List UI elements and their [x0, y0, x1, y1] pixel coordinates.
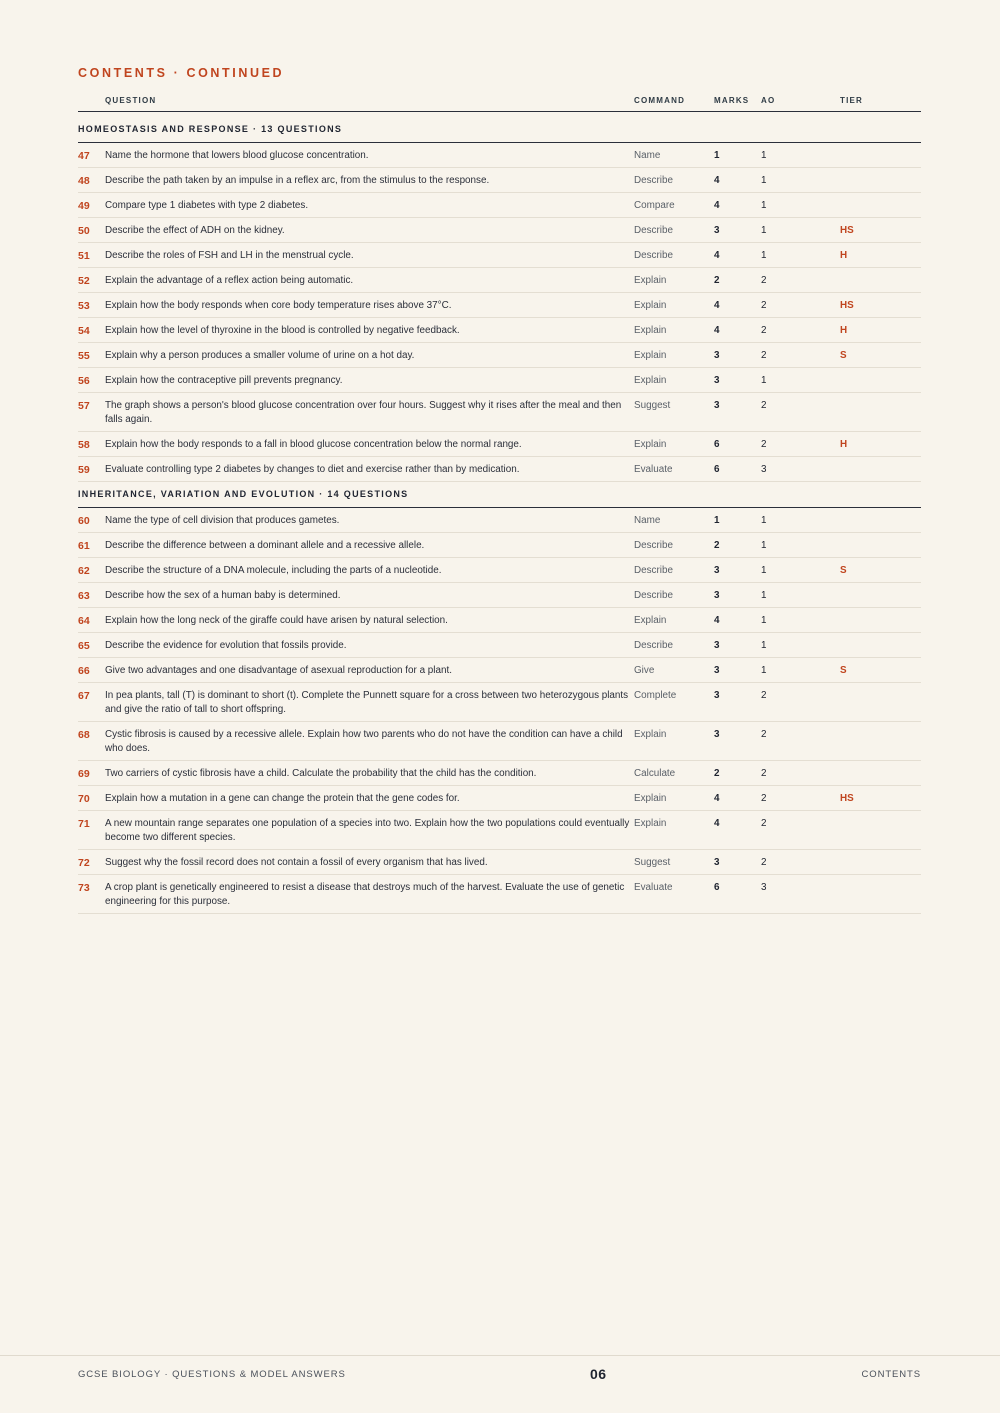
command-word: Suggest [634, 857, 671, 868]
question-number: 52 [78, 275, 90, 287]
marks-value: 2 [714, 275, 720, 286]
section-heading-label: HOMEOSTASIS AND RESPONSE · 13 QUESTIONS [78, 124, 343, 134]
command-word: Explain [634, 275, 667, 286]
question-number: 60 [78, 515, 90, 527]
question-text: Describe the roles of FSH and LH in the menstrual cycle. [105, 250, 354, 261]
marks-value: 3 [714, 400, 720, 411]
question-row[interactable] [78, 143, 921, 168]
question-number: 48 [78, 175, 90, 187]
question-number: 59 [78, 464, 90, 476]
command-word: Evaluate [634, 464, 673, 475]
column-header-ao: AO [761, 96, 776, 105]
question-row[interactable] [78, 193, 921, 218]
question-number: 50 [78, 225, 90, 237]
ao-value: 1 [761, 565, 767, 576]
tier-badge: HS [840, 300, 854, 311]
question-number: 54 [78, 325, 90, 337]
question-row[interactable] [78, 168, 921, 193]
question-number: 67 [78, 690, 90, 702]
question-number: 53 [78, 300, 90, 312]
footer-section-link[interactable]: CONTENTS [861, 1369, 921, 1380]
command-word: Describe [634, 590, 673, 601]
tier-badge: S [840, 565, 847, 576]
tier-badge: H [840, 250, 848, 261]
question-number: 64 [78, 615, 90, 627]
command-word: Explain [634, 729, 667, 740]
question-text: Give two advantages and one disadvantage of asexual reproduction for a plant. [105, 665, 452, 676]
column-header-marks: MARKS [714, 96, 750, 105]
tier-badge: S [840, 350, 847, 361]
question-number: 47 [78, 150, 90, 162]
command-word: Complete [634, 690, 677, 701]
question-row[interactable] [78, 761, 921, 786]
question-row[interactable] [78, 508, 921, 533]
ao-value: 2 [761, 768, 767, 779]
command-word: Suggest [634, 400, 671, 411]
column-header-row [78, 91, 921, 112]
command-word: Describe [634, 225, 673, 236]
question-row[interactable] [78, 633, 921, 658]
question-text: Describe the path taken by an impulse in a reflex arc, from the stimulus to the response. [105, 175, 490, 186]
command-word: Evaluate [634, 882, 673, 893]
command-word: Calculate [634, 768, 676, 779]
marks-value: 3 [714, 225, 720, 236]
question-text: Evaluate controlling type 2 diabetes by changes to diet and exercise rather than by medication. [105, 464, 520, 475]
marks-value: 3 [714, 857, 720, 868]
command-word: Name [634, 150, 661, 161]
question-number: 57 [78, 400, 90, 412]
ao-value: 2 [761, 793, 767, 804]
ao-value: 1 [761, 375, 767, 386]
command-word: Describe [634, 175, 673, 186]
question-text: Describe the evidence for evolution that fossils provide. [105, 640, 347, 651]
ao-value: 2 [761, 400, 767, 411]
question-row[interactable] [78, 658, 921, 683]
command-word: Give [634, 665, 655, 676]
marks-value: 4 [714, 325, 720, 336]
marks-value: 4 [714, 793, 720, 804]
question-text: Name the type of cell division that produces gametes. [105, 515, 340, 526]
marks-value: 6 [714, 464, 720, 475]
footer-book-title: GCSE BIOLOGY · QUESTIONS & MODEL ANSWERS [78, 1369, 346, 1380]
question-row[interactable] [78, 811, 921, 850]
question-row[interactable] [78, 218, 921, 243]
ao-value: 3 [761, 882, 767, 893]
question-text: Two carriers of cystic fibrosis have a child. Calculate the probability that the child has the condition. [105, 768, 537, 779]
question-list-inheritance [78, 508, 921, 914]
tier-badge: HS [840, 225, 854, 236]
section-heading-inheritance [78, 489, 921, 508]
question-row[interactable] [78, 368, 921, 393]
marks-value: 4 [714, 615, 720, 626]
command-word: Explain [634, 350, 667, 361]
ao-value: 2 [761, 275, 767, 286]
question-number: 68 [78, 729, 90, 741]
question-text: Explain how the contraceptive pill prevents pregnancy. [105, 375, 343, 386]
question-text: Name the hormone that lowers blood glucose concentration. [105, 150, 369, 161]
ao-value: 1 [761, 150, 767, 161]
question-row[interactable] [78, 533, 921, 558]
marks-value: 4 [714, 250, 720, 261]
ao-value: 1 [761, 640, 767, 651]
question-number: 55 [78, 350, 90, 362]
question-number: 72 [78, 857, 90, 869]
column-header-command: COMMAND [634, 96, 686, 105]
question-number: 71 [78, 818, 90, 830]
question-number: 62 [78, 565, 90, 577]
question-row[interactable] [78, 268, 921, 293]
ao-value: 2 [761, 325, 767, 336]
marks-value: 4 [714, 818, 720, 829]
question-text: Explain how a mutation in a gene can change the protein that the gene codes for. [105, 793, 460, 804]
question-text: Explain the advantage of a reflex action being automatic. [105, 275, 354, 286]
question-row[interactable] [78, 243, 921, 268]
question-text: Describe how the sex of a human baby is determined. [105, 590, 341, 601]
question-text: Describe the difference between a dominant allele and a recessive allele. [105, 540, 425, 551]
question-row[interactable] [78, 683, 921, 722]
question-row[interactable] [78, 343, 921, 368]
command-word: Explain [634, 375, 667, 386]
marks-value: 6 [714, 439, 720, 450]
marks-value: 4 [714, 200, 720, 211]
marks-value: 4 [714, 300, 720, 311]
ao-value: 1 [761, 200, 767, 211]
command-word: Describe [634, 640, 673, 651]
marks-value: 3 [714, 375, 720, 386]
command-word: Compare [634, 200, 675, 211]
marks-value: 3 [714, 640, 720, 651]
question-text: Explain why a person produces a smaller volume of urine on a hot day. [105, 350, 415, 361]
question-text: Explain how the level of thyroxine in the blood is controlled by negative feedback. [105, 325, 460, 336]
ao-value: 2 [761, 300, 767, 311]
command-word: Describe [634, 540, 673, 551]
question-text: Describe the effect of ADH on the kidney. [105, 225, 285, 236]
question-text: Explain how the long neck of the giraffe could have arisen by natural selection. [105, 615, 448, 626]
ao-value: 1 [761, 615, 767, 626]
question-text: A new mountain range separates one population of a species into two. Explain how the two populations could eventually become two different species. [105, 818, 630, 843]
question-row[interactable] [78, 293, 921, 318]
ao-value: 1 [761, 590, 767, 601]
footer-divider [0, 1355, 1000, 1356]
command-word: Name [634, 515, 661, 526]
tier-badge: H [840, 439, 848, 450]
marks-value: 2 [714, 540, 720, 551]
question-text: Explain how the body responds to a fall in blood glucose concentration below the normal range. [105, 439, 522, 450]
question-text: Suggest why the fossil record does not contain a fossil of every organism that has lived. [105, 857, 488, 868]
question-number: 65 [78, 640, 90, 652]
ao-value: 2 [761, 439, 767, 450]
ao-value: 1 [761, 540, 767, 551]
question-number: 63 [78, 590, 90, 602]
marks-value: 3 [714, 665, 720, 676]
question-row[interactable] [78, 875, 921, 914]
question-number: 70 [78, 793, 90, 805]
question-row[interactable] [78, 583, 921, 608]
marks-value: 2 [714, 768, 720, 779]
column-header-tier: TIER [840, 96, 864, 105]
section-heading-homeostasis [78, 124, 921, 143]
ao-value: 1 [761, 225, 767, 236]
question-text: A crop plant is genetically engineered to resist a disease that destroys much of the harvest. Evaluate the use of genetic engineering for this purpose. [105, 882, 625, 907]
section-heading-label: INHERITANCE, VARIATION AND EVOLUTION · 14 QUESTIONS [78, 489, 409, 499]
question-text: Cystic fibrosis is caused by a recessive allele. Explain how two parents who do not have the condition can have a child who does. [105, 729, 623, 754]
marks-value: 3 [714, 565, 720, 576]
question-text: The graph shows a person's blood glucose concentration over four hours. Suggest why it rises after the meal and then falls again. [105, 400, 622, 425]
ao-value: 1 [761, 665, 767, 676]
question-number: 49 [78, 200, 90, 212]
tier-badge: H [840, 325, 848, 336]
question-row[interactable] [78, 558, 921, 583]
question-row[interactable] [78, 318, 921, 343]
question-row[interactable] [78, 850, 921, 875]
ao-value: 2 [761, 350, 767, 361]
question-number: 66 [78, 665, 90, 677]
question-number: 51 [78, 250, 90, 262]
ao-value: 2 [761, 690, 767, 701]
question-number: 58 [78, 439, 90, 451]
question-row[interactable] [78, 393, 921, 432]
ao-value: 2 [761, 857, 767, 868]
command-word: Explain [634, 439, 667, 450]
question-text: In pea plants, tall (T) is dominant to short (t). Complete the Punnett square for a cross between two heterozygous plants and give the ratio of tall to short offspring. [105, 690, 629, 715]
command-word: Explain [634, 615, 667, 626]
question-number: 61 [78, 540, 90, 552]
tier-badge: S [840, 665, 847, 676]
marks-value: 4 [714, 175, 720, 186]
marks-value: 1 [714, 515, 720, 526]
column-header-question: QUESTION [105, 96, 157, 105]
command-word: Describe [634, 250, 673, 261]
question-number: 56 [78, 375, 90, 387]
marks-value: 3 [714, 590, 720, 601]
marks-value: 3 [714, 690, 720, 701]
question-row[interactable] [78, 608, 921, 633]
question-list-homeostasis [78, 143, 921, 482]
marks-value: 3 [714, 729, 720, 740]
question-row[interactable] [78, 722, 921, 761]
ao-value: 2 [761, 818, 767, 829]
question-number: 69 [78, 768, 90, 780]
page-title: CONTENTS · CONTINUED [78, 66, 285, 80]
marks-value: 6 [714, 882, 720, 893]
question-text: Describe the structure of a DNA molecule, including the parts of a nucleotide. [105, 565, 442, 576]
ao-value: 1 [761, 250, 767, 261]
command-word: Explain [634, 818, 667, 829]
command-word: Explain [634, 793, 667, 804]
question-row[interactable] [78, 457, 921, 482]
ao-value: 1 [761, 175, 767, 186]
marks-value: 3 [714, 350, 720, 361]
question-text: Explain how the body responds when core body temperature rises above 37°C. [105, 300, 452, 311]
question-number: 73 [78, 882, 90, 894]
command-word: Describe [634, 565, 673, 576]
ao-value: 1 [761, 515, 767, 526]
page-number: 06 [590, 1366, 607, 1382]
question-row[interactable] [78, 786, 921, 811]
ao-value: 2 [761, 729, 767, 740]
page-footer [78, 1368, 921, 1382]
question-row[interactable] [78, 432, 921, 457]
tier-badge: HS [840, 793, 854, 804]
command-word: Explain [634, 325, 667, 336]
ao-value: 3 [761, 464, 767, 475]
command-word: Explain [634, 300, 667, 311]
question-text: Compare type 1 diabetes with type 2 diabetes. [105, 200, 309, 211]
marks-value: 1 [714, 150, 720, 161]
